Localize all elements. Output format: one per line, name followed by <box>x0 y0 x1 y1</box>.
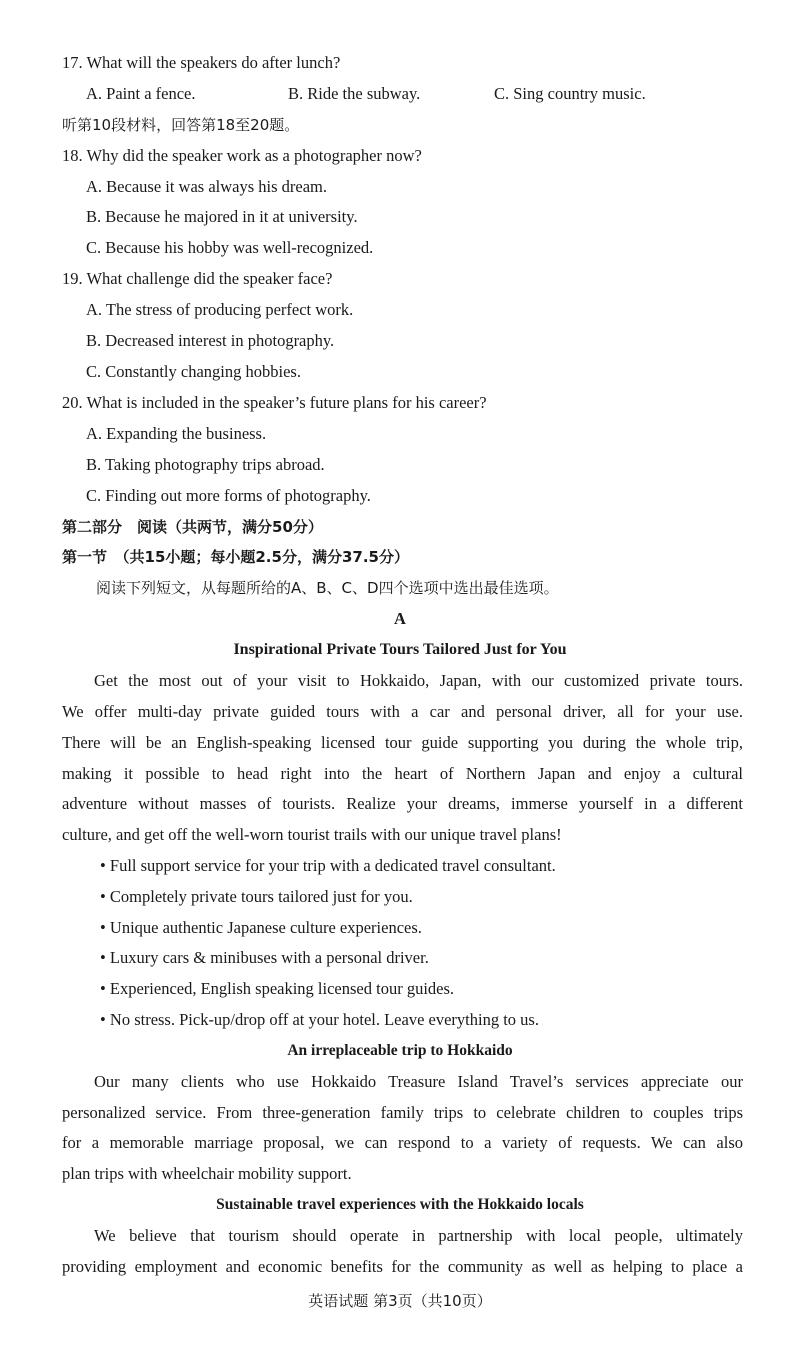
paragraph-2-line-1: Our many clients who use Hokkaido Treasure Island Travel’s services appreciate our <box>94 1072 743 1091</box>
question-19-option-c: C. Constantly changing hobbies. <box>86 362 301 381</box>
paragraph-2-line-2: personalized service. From three-generation family trips to celebrate children to couples trips <box>62 1103 743 1122</box>
paragraph-1-line-1: Get the most out of your visit to Hokkaido, Japan, with our customized private tours. <box>94 671 743 690</box>
feature-bullet-1: • Full support service for your trip with a dedicated travel consultant. <box>100 856 556 875</box>
question-17-option-c: C. Sing country music. <box>494 84 646 103</box>
question-19-option-a: A. The stress of producing perfect work. <box>86 300 354 319</box>
feature-bullet-4: • Luxury cars & minibuses with a personal driver. <box>100 948 429 967</box>
paragraph-3-line-1: We believe that tourism should operate in partnership with local people, ultimately <box>94 1226 743 1245</box>
feature-bullet-2: • Completely private tours tailored just for you. <box>100 887 413 906</box>
paragraph-2-line-3: for a memorable marriage proposal, we can respond to a variety of requests. We can also <box>62 1133 743 1152</box>
question-20-option-a: A. Expanding the business. <box>86 424 267 443</box>
paragraph-1-line-5: adventure without masses of tourists. Realize your dreams, immerse yourself in a different <box>62 794 743 813</box>
question-18-stem: 18. Why did the speaker work as a photographer now? <box>62 146 422 165</box>
section-one-title: 第一节 （共15小题；每小题2.5分，满分37.5分） <box>62 548 409 566</box>
question-18-option-a: A. Because it was always his dream. <box>86 177 328 196</box>
feature-bullet-5: • Experienced, English speaking licensed tour guides. <box>100 979 455 998</box>
section-heading-irreplaceable: An irreplaceable trip to Hokkaido <box>287 1042 513 1059</box>
reading-instruction: 阅读下列短文，从每题所给的A、B、C、D四个选项中选出最佳选项。 <box>96 579 559 597</box>
paragraph-2-line-4: plan trips with wheelchair mobility support. <box>62 1164 352 1183</box>
question-17-option-b: B. Ride the subway. <box>288 84 421 103</box>
passage-title: Inspirational Private Tours Tailored Just for You <box>233 641 567 658</box>
feature-bullet-3: • Unique authentic Japanese culture experiences. <box>100 918 422 937</box>
question-20-option-c: C. Finding out more forms of photography. <box>86 486 371 505</box>
paragraph-1-line-3: There will be an English-speaking licensed tour guide supporting you during the whole trip, <box>62 733 743 752</box>
paragraph-1-line-2: We offer multi-day private guided tours with a car and personal driver, all for your use. <box>62 702 743 721</box>
page-footer: 英语试题 第3页（共10页） <box>308 1292 492 1310</box>
question-19-option-b: B. Decreased interest in photography. <box>86 331 335 350</box>
section-note-10: 听第10段材料，回答第18至20题。 <box>62 116 300 134</box>
question-18-option-c: C. Because his hobby was well-recognized. <box>86 238 374 257</box>
paragraph-3-line-2: providing employment and economic benefits for the community as well as helping to place a <box>62 1257 743 1276</box>
question-19-stem: 19. What challenge did the speaker face? <box>62 269 333 288</box>
question-20-option-b: B. Taking photography trips abroad. <box>86 455 325 474</box>
paragraph-1-line-6: culture, and get off the well-worn tourist trails with our unique travel plans! <box>62 825 562 844</box>
paragraph-1-line-4: making it possible to head right into the heart of Northern Japan and enjoy a cultural <box>62 764 743 783</box>
question-17-option-a: A. Paint a fence. <box>86 84 196 103</box>
passage-label: A <box>394 609 406 628</box>
question-17-stem: 17. What will the speakers do after lunch? <box>62 53 341 72</box>
section-heading-sustainable: Sustainable travel experiences with the Hokkaido locals <box>216 1196 584 1213</box>
feature-bullet-6: • No stress. Pick-up/drop off at your hotel. Leave everything to us. <box>100 1010 539 1029</box>
question-20-stem: 20. What is included in the speaker’s future plans for his career? <box>62 393 487 412</box>
question-18-option-b: B. Because he majored in it at university. <box>86 207 358 226</box>
part-two-title: 第二部分 阅读（共两节，满分50分） <box>62 518 323 536</box>
